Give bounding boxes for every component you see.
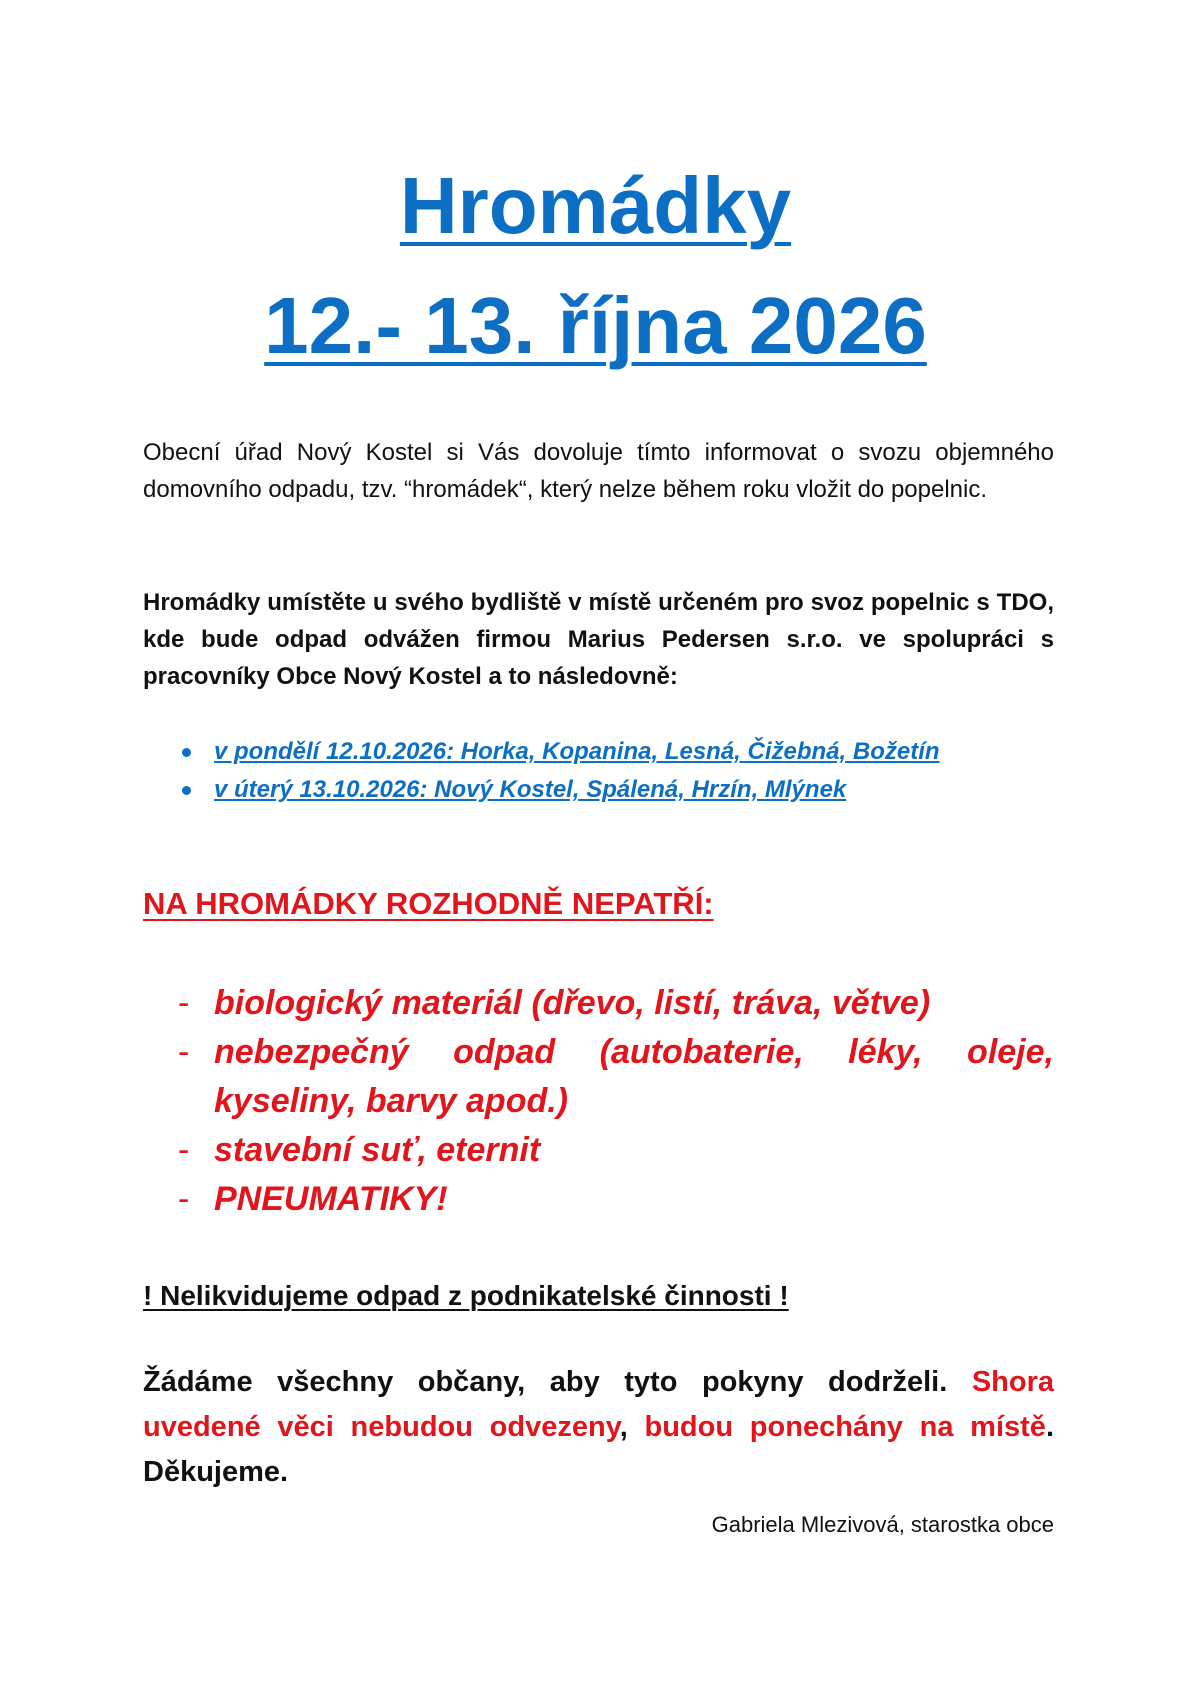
intro-paragraph: Obecní úřad Nový Kostel si Vás dovoluje tímto informovat o svozu objemného domovního odpadu, tzv. “hromádek“, který nelze během roku vložit do popelnic. [143,439,1054,503]
request-thanks: . Děkujeme. [143,1411,1054,1488]
request-warning: budou ponechány na místě [644,1411,1046,1443]
forbidden-item-text: biologický materiál (dřevo, listí, tráva, větve) [214,984,931,1022]
dash-marker: - [178,1180,190,1218]
forbidden-item [178,1175,1054,1224]
bullet-icon [182,786,191,795]
dash-marker: - [178,1131,190,1169]
request-paragraph [143,1360,1054,1495]
signature: Gabriela Mlezivová, starostka obce [711,1512,1054,1537]
bullet-icon [182,748,191,757]
request-comma: , [619,1411,628,1443]
schedule-item-monday [170,733,1054,771]
schedule-item-text: v pondělí 12.10.2026: Horka, Kopanina, Lesná, Čižebná, Božetín [214,738,940,765]
forbidden-item-text: PNEUMATIKY! [214,1180,448,1218]
forbidden-item [178,1028,1054,1126]
request-warning: Shora uvedené věci nebudou odvezeny [143,1366,1054,1443]
forbidden-heading: NA HROMÁDKY ROZHODNĚ NEPATŘÍ: [143,886,714,921]
forbidden-item-text-line2: kyseliny, barvy apod.) [214,1082,568,1120]
forbidden-item-text-line1: nebezpečný odpad (autobaterie, léky, oleje, [214,1033,1054,1071]
page-title: Hromádky [399,161,792,250]
forbidden-item-text: stavební suť, eternit [214,1131,541,1169]
dash-marker: - [178,984,190,1022]
schedule-list [170,733,1054,809]
forbidden-item [178,979,1054,1028]
collection-date: 12.- 13. října 2026 [264,281,927,370]
forbidden-list [178,979,1054,1224]
request-text: Žádáme všechny občany, aby tyto pokyny dodrželi. [143,1366,948,1398]
schedule-item-text: v úterý 13.10.2026: Nový Kostel, Spálená, Hrzín, Mlýnek [214,776,847,803]
instructions-paragraph: Hromádky umístěte u svého bydliště v místě určeném pro svoz popelnic s TDO, kde bude odpad odvážen firmou Marius Pedersen s.r.o. ve spolupráci s pracovníky Obce Nový Kostel a to následovně: [143,589,1054,690]
forbidden-item [178,1126,1054,1175]
business-waste-note: ! Nelikvidujeme odpad z podnikatelské činnosti ! [143,1280,789,1311]
schedule-item-tuesday [170,771,1054,809]
dash-marker: - [178,1033,190,1071]
